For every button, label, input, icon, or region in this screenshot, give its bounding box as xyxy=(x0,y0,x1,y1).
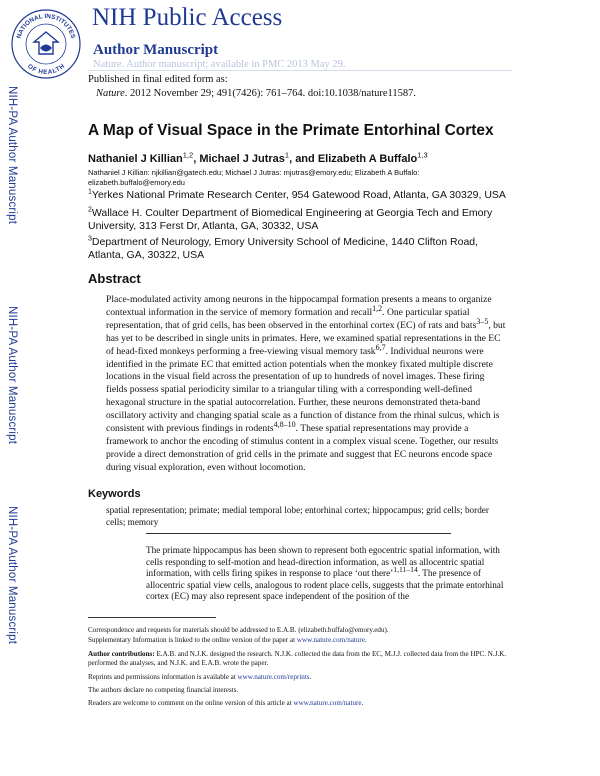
affiliation: $^3$Department of Neurology, Emory University School of Medicine, 1440 Clifton Road, Atlanta, GA, 30322, USA xyxy=(88,235,479,261)
footnotes xyxy=(88,626,518,713)
header-divider xyxy=(88,70,512,71)
author-affil-ref: 1,3 xyxy=(417,150,428,160)
keywords-heading: Keywords xyxy=(88,488,141,500)
citation-journal: Nature xyxy=(96,88,125,99)
author-emails: Nathaniel J Killian: njkillian@gatech.edu; Michael J Jutras: mjutras@emory.edu; Elizabeth A Buffalo: elizabeth.buffalo@emory.edu xyxy=(88,168,420,187)
keywords-list: spatial representation; primate; medial temporal lobe; entorhinal cortex; hippocampus; grid cells; border cells; memory xyxy=(106,505,489,527)
paper-title: A Map of Visual Space in the Primate Entorhinal Cortex xyxy=(88,122,494,139)
body-divider xyxy=(146,533,451,534)
manuscript-label: Author Manuscript xyxy=(93,42,219,58)
correspondence-note: Correspondence and requests for materials should be addressed to E.A.B. (elizabeth.buffalo@emory.edu). xyxy=(88,626,389,634)
side-label-bottom: NIH-PA Author Manuscript xyxy=(6,505,18,645)
reprints-note: Reprints and permissions information is available at www.nature.com/reprints. xyxy=(88,672,312,681)
author-name: Nathaniel J Killian xyxy=(88,153,183,165)
citation-ref: 1,2 xyxy=(372,303,383,313)
abstract-text: Place-modulated activity among neurons in the hippocampal formation presents a means to organize contextual information in the service of memory formation and recall$^{1,2}$. One particular spatial representation, that of grid cells, has been observed in the entorhinal cortex (EC) of rats and bats$^{3-5}$, but has yet to be described in single units in primates. Here, we examined spatial representations in the EC of head-fixed monkeys performing a free-viewing visual memory task$^{6,7}$. Individual neurons were identified in the primate EC that emitted action potentials when the monkey fixated multiple discrete locations in the visual field across the presentation of up to hundreds of novel images. These firing fields possess spatial periodicity similar to a triangular tiling with a corresponding well-defined hexagonal structure in the spatial autocorrelation. Further, these neurons demonstrated theta-band oscillatory activity and changing spatial scale as a function of distance from the rhinal sulcus, which is consistent with previous findings in rodents$^{4,8-10}$. These spatial representations may provide a framework to anchor the encoding of stimulus content in a complex visual scene. Together, our results provide a direct demonstration of grid cells in the primate and suggest that EC neurons encode space during visual exploration, even without locomotion. xyxy=(106,294,506,473)
availability-note: Nature. Author manuscript; available in PMC 2013 May 29. xyxy=(93,59,346,70)
citation-line xyxy=(96,88,416,99)
citation-ref: 6,7 xyxy=(375,342,386,352)
seal-text-bottom: OF HEALTH xyxy=(26,62,66,77)
published-line: Published in final edited form as: xyxy=(88,74,228,85)
footnote-divider xyxy=(88,617,216,618)
affiliation: $^1$Yerkes National Primate Research Center, 954 Gatewood Road, Atlanta, GA 30329, USA xyxy=(88,188,506,201)
nih-seal-logo xyxy=(10,8,82,80)
contributions-note: Author contributions: E.A.B. and N.J.K. designed the research. N.J.K. collected the data from the EC, M.J.J. collected data from the HPC. N.J.K. performed the analyses, and N.J.K. and E.A.B. wrote the paper. xyxy=(88,649,507,668)
author-list xyxy=(88,150,428,165)
author-separator: , xyxy=(193,153,200,165)
citation-details: . 2012 November 29; 491(7426): 761–764. doi:10.1038/nature11587. xyxy=(124,88,417,99)
supplementary-link[interactable]: www.nature.com/nature xyxy=(296,636,365,645)
author-affil-ref: 1 xyxy=(284,150,290,160)
author-name: Elizabeth A Buffalo xyxy=(317,153,418,165)
citation-ref: 4,8–10 xyxy=(273,419,296,429)
reprints-link[interactable]: www.nature.com/reprints xyxy=(237,672,310,681)
affiliation: $^2$Wallace H. Coulter Department of Biomedical Engineering at Georgia Tech and Emory University, 313 Ferst Dr, Atlanta, GA, 30332, USA xyxy=(88,206,493,232)
body-paragraph: The primate hippocampus has been shown to represent both egocentric spatial information, with cells responding to self-motion and head-direction information, as well as allocentric spatial information, with cells firing spikes in response to place ‘out there’$^{1,11-14}$. The presence of allocentric spatial view cells, analogous to rodent place cells, suggests that the primate entorhinal cortex (EC) may also represent space independent of the position of the xyxy=(146,545,504,602)
abstract-heading: Abstract xyxy=(88,271,141,286)
citation-ref: 1,11–14 xyxy=(393,565,418,575)
author-name: Michael J Jutras xyxy=(199,153,285,165)
supplementary-note: Supplementary Information is linked to the online version of the paper at www.nature.com/nature. xyxy=(88,636,367,645)
side-label-top: NIH-PA Author Manuscript xyxy=(6,85,18,225)
readers-link[interactable]: www.nature.com/nature xyxy=(293,699,362,708)
citation-ref: 3–5 xyxy=(476,316,489,326)
seal-text-top: NATIONAL INSTITUTES xyxy=(15,12,77,40)
side-label-middle: NIH-PA Author Manuscript xyxy=(6,305,18,445)
svg-text:OF HEALTH xyxy=(26,63,66,76)
author-separator: , and xyxy=(289,153,318,165)
program-title: NIH Public Access xyxy=(92,4,283,31)
competing-interests-note: The authors declare no competing financial interests. xyxy=(88,686,239,695)
readers-note: Readers are welcome to comment on the online version of this article at www.nature.com/nature. xyxy=(88,699,364,708)
author-affil-ref: 1,2 xyxy=(182,150,194,160)
